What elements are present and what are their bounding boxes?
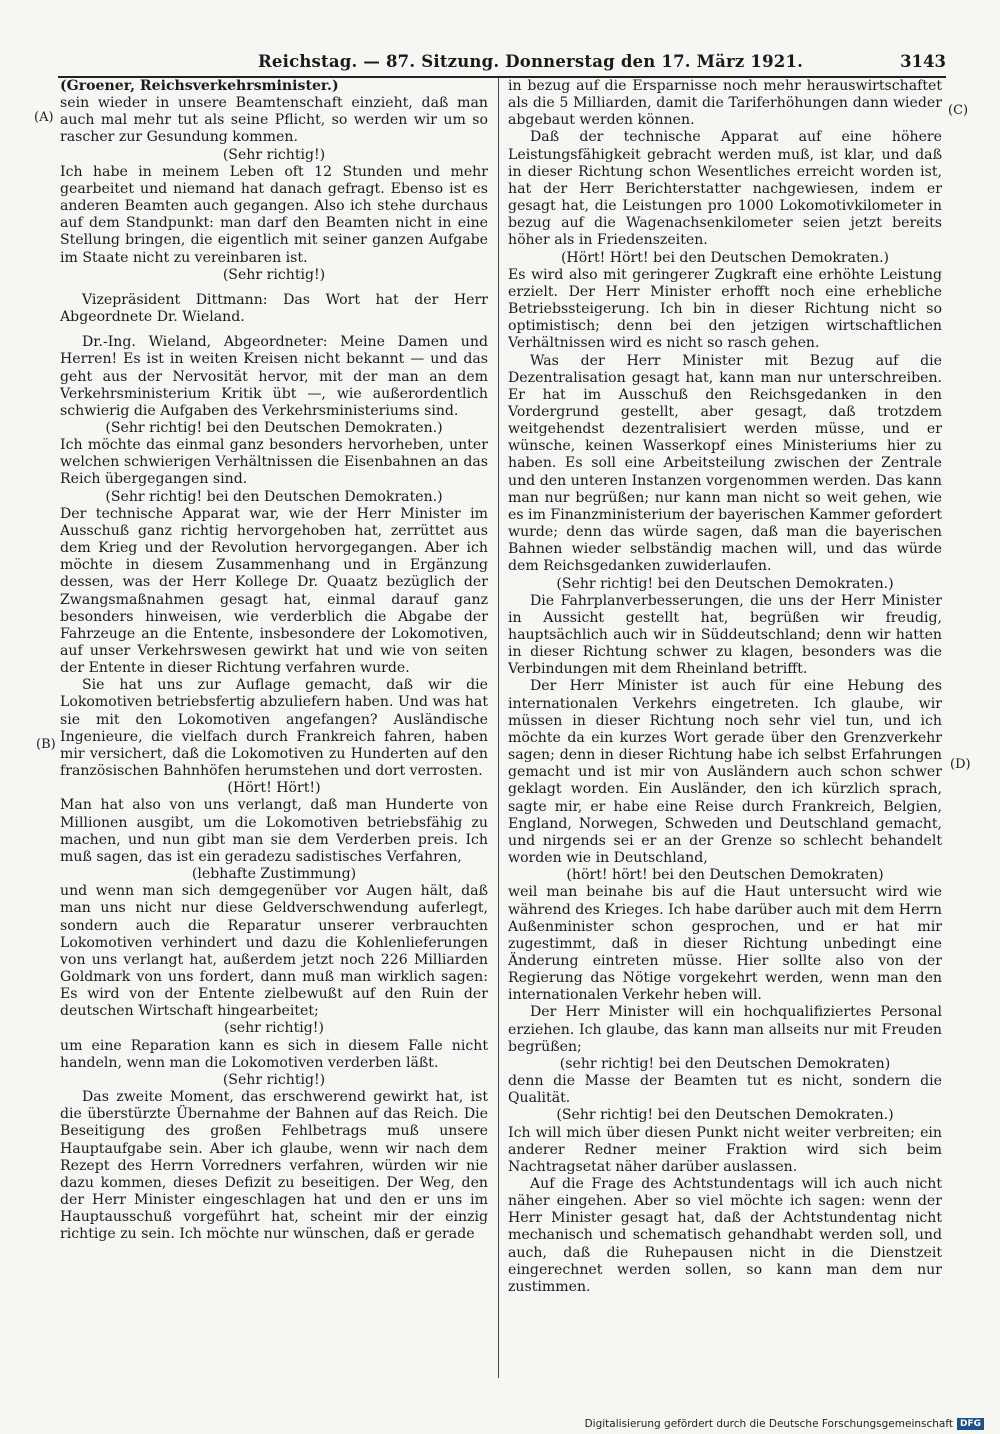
paragraph: Die Fahrplanverbesserungen, die uns der Herr Minister in Aussicht gestellt hat, begrüßen wir freudig, hauptsächlich auch wir in Süddeutschland; denn wir hatten in dieser Richtung schwer zu klagen, besonders was die Verbindungen mit dem Rheinland betrifft.: [508, 592, 942, 678]
paragraph: Daß der technische Apparat auf eine höhere Leistungsfähigkeit gebracht werden muß, ist klar, und daß in dieser Richtung schon Wesentliches erreicht worden ist, hat der Herr Berichterstatter nachgewiesen, indem er gesagt hat, die Leistungen pro 1000 Lokomotivkilometer in bezug auf die Wagenachsenkilometer seien jetzt bereits höher als in Friedenszeiten.: [508, 129, 942, 249]
paragraph: und wenn man sich demgegenüber vor Augen hält, daß man uns nicht nur diese Geldverschwendung auferlegt, sondern auch die Reparatur unserer verbrauchten Lokomotiven verhindert und dazu die Kohlenlieferungen von uns verlangt hat, außerdem jetzt noch 226 Milliarden Goldmark von uns fordert, dann muß man wirklich sagen: Es wird von der Entente zielbewußt auf den Ruin der deutschen Wirtschaft hingearbeitet;: [60, 883, 488, 1020]
left-column: [60, 78, 488, 1378]
paragraph: in bezug auf die Ersparnisse noch mehr herauswirtschaftet als die 5 Milliarden, damit die Tariferhöhungen dann wieder abgebaut werden können.: [508, 78, 942, 129]
interjection: (Sehr richtig! bei den Deutschen Demokraten.): [556, 1107, 894, 1124]
paragraph: denn die Masse der Beamten tut es nicht, sondern die Qualität.: [508, 1073, 942, 1107]
paragraph: Ich möchte das einmal ganz besonders hervorheben, unter welchen schwierigen Verhältnissen die Eisenbahnen an das Reich übergegangen sind.: [60, 437, 488, 488]
margin-mark-d: (D): [950, 757, 971, 772]
page-number: 3143: [900, 52, 946, 71]
digitization-footer: [585, 1418, 984, 1430]
margin-mark-b: (B): [36, 737, 56, 752]
page-header: [58, 50, 946, 78]
column-divider: [498, 78, 499, 1378]
paragraph: sein wieder in unsere Beamtenschaft einzieht, daß man auch mal mehr tut als seine Pflicht, so werden wir um so rascher zur Gesundung kommen.: [60, 95, 488, 146]
interjection: (hört! hört! bei den Deutschen Demokraten): [566, 867, 884, 884]
interjection: (lebhafte Zustimmung): [191, 866, 357, 883]
dfg-logo: DFG: [957, 1418, 984, 1430]
speaker-intro: Vizepräsident Dittmann: Das Wort hat der Herr Abgeordnete Dr. Wieland.: [60, 291, 488, 326]
margin-mark-c: (C): [948, 103, 969, 118]
paragraph: Der technische Apparat war, wie der Herr Minister im Ausschuß ganz richtig hervorgehoben hat, zerrüttet aus dem Krieg und der Revolution hervorgegangen. Aber ich möchte in diesem Zusammenhang und in Ergänzung dessen, was der Herr Kollege Dr. Quaatz bezüglich der Zwangsmaßnahmen gesagt hat, einmal darauf ganz besonders hinweisen, wie verderblich die Abgabe der Fahrzeuge an die Entente, insbesondere der Lokomotiven, auf unser Verkehrswesen gewirkt hat und wie von seiten der Entente in dieser Richtung verfahren wurde.: [60, 505, 488, 677]
paragraph: Ich will mich über diesen Punkt nicht weiter verbreiten; ein anderer Redner meiner Fraktion wird sich beim Nachtragsetat näher darüber auslassen.: [508, 1124, 942, 1175]
paragraph: Das zweite Moment, das erschwerend gewirkt hat, ist die überstürzte Übernahme der Bahnen auf das Reich. Die Beseitigung des großen Fehlbetrags muß unsere Hauptaufgabe sein. Aber ich glaube, wenn wir nach dem Rezept des Herrn Vorredners verfahren, würden wir nie dazu kommen, dieses Defizit zu beseitigen. Der Weg, den der Herr Minister eingeschlagen hat und den er uns im Hauptausschuß vorgeführt hat, scheint mir der einzig richtige zu sein. Ich möchte nur wünschen, daß er gerade: [60, 1089, 488, 1243]
paragraph: Es wird also mit geringerer Zugkraft eine erhöhte Leistung erzielt. Der Herr Minister erhofft noch eine erhebliche Betriebssteigerung. Ich bin in dieser Richtung nicht so optimistisch; denn bei den jetzigen wirtschaftlichen Verhältnissen wird es nicht so rasch gehen.: [508, 266, 942, 352]
interjection: (Sehr richtig! bei den Deutschen Demokraten.): [105, 488, 443, 505]
paragraph: um eine Reparation kann es sich in diesem Falle nicht handeln, wenn man die Lokomotiven verderben läßt.: [60, 1037, 488, 1071]
paragraph: Ich habe in meinem Leben oft 12 Stunden und mehr gearbeitet und niemand hat danach gefragt. Ebenso ist es anderen Beamten auch gegangen. Also ich stehe durchaus auf dem Standpunkt: man darf den Beamten nicht in eine Stellung bringen, die eigentlich mit seiner ganzen Aufgabe im Staate nicht zu vereinbaren ist.: [60, 163, 488, 266]
speaker-intro: Dr.-Ing. Wieland, Abgeordneter: Meine Damen und Herren! Es ist in weiten Kreisen nicht bekannt — und das geht aus der Nervosität hervor, mit der man an dem Verkehrsministerium Kritik übt —, wie außerordentlich schwierig die Aufgaben des Verkehrsministeriums sind.: [60, 334, 488, 419]
paragraph: Man hat also von uns verlangt, daß man Hunderte von Millionen ausgibt, um die Lokomotiven betriebsfähig zu machen, und nun gibt man sie dem Verderben preis. Ich muß sagen, das ist ein geradezu sadistisches Verfahren,: [60, 797, 488, 865]
paragraph: Was der Herr Minister mit Bezug auf die Dezentralisation gesagt hat, kann man nur unterschreiben. Er hat im Ausschuß den Reichsgedanken in den Vordergrund gestellt, aber gesagt, daß trotzdem weitgehendst dezentralisiert werden müsse, und er wünsche, keinen Wasserkopf eines Ministeriums hier zu haben. Es soll eine Arbeitsteilung zwischen der Zentrale und den unteren Instanzen vorgenommen werden. Das kann man nur begrüßen; nur kann man nicht so weit gehen, wie es im Finanzministerium der bayerischen Kammer gefordert wurde; denn das würde sagen, daß man die bayerischen Bahnen wieder selbständig machen will, und das würde dem Reichsgedanken zuwiderlaufen.: [508, 352, 942, 575]
page-header-title: Reichstag. — 87. Sitzung. Donnerstag den 17. März 1921.: [258, 52, 804, 71]
interjection: (Hört! Hört!): [227, 780, 321, 797]
paragraph: Der Herr Minister will ein hochqualifiziertes Personal erziehen. Ich glaube, das kann man allseits nur mit Freuden begrüßen;: [508, 1004, 942, 1055]
interjection: (Sehr richtig!): [222, 1071, 326, 1088]
paragraph: Der Herr Minister ist auch für eine Hebung des internationalen Verkehrs eingetreten. Ich glaube, wir müssen in dieser Richtung noch sehr viel tun, und ich möchte da ein kurzes Wort gerade über den Grenzverkehr sagen; denn in dieser Richtung habe ich selbst Erfahrungen gemacht und ist mir von Ausländern auch schon schwer geklagt worden. Ein Ausländer, den ich kürzlich sprach, sagte mir, er habe eine Reise durch Frankreich, Belgien, England, Norwegen, Schweden und Deutschland gemacht, und nirgends sei er an der Grenze so schlecht behandelt worden wie in Deutschland,: [508, 678, 942, 867]
paragraph: Auf die Frage des Achtstundentags will ich auch nicht näher eingehen. Aber so viel möchte ich sagen: wenn der Herr Minister gesagt hat, daß der Achtstundentag nicht mechanisch und schematisch gehandhabt werden soll, und auch, daß die Ruhepausen nicht in die Dienstzeit eingerechnet werden sollen, so kann man dem nur zustimmen.: [508, 1176, 942, 1295]
speaker-note: (Groener, Reichsverkehrsminister.): [60, 78, 339, 94]
paragraph: weil man beinahe bis auf die Haut untersucht wird wie während des Krieges. Ich habe darüber auch mit dem Herrn Außenminister schon gesprochen, und er hat mir zugestimmt, daß in dieser Richtung unbedingt eine Änderung eintreten müsse. Hier sollte also von der Regierung das Nötige vorgekehrt werden, wenn man den internationalen Verkehr heben will.: [508, 884, 942, 1004]
interjection: (Sehr richtig!): [222, 146, 326, 163]
interjection: (Sehr richtig!): [222, 266, 326, 283]
interjection: (sehr richtig!): [224, 1020, 324, 1037]
paragraph: Sie hat uns zur Auflage gemacht, daß wir die Lokomotiven betriebsfertig abzuliefern haben. Und was hat sie mit den Lokomotiven angefangen? Ausländische Ingenieure, die vielfach durch Frankreich fahren, haben mir versichert, daß die Lokomotiven zu Hunderten auf den französischen Bahnhöfen herumstehen und dort verrosten.: [60, 677, 488, 780]
margin-mark-a: (A): [34, 110, 54, 125]
interjection: (sehr richtig! bei den Deutschen Demokraten): [559, 1055, 891, 1072]
footer-text: Digitalisierung gefördert durch die Deutsche Forschungsgemeinschaft: [584, 1418, 953, 1430]
interjection: (Hört! Hört! bei den Deutschen Demokraten.): [560, 249, 890, 266]
right-column: [508, 78, 942, 1378]
interjection: (Sehr richtig! bei den Deutschen Demokraten.): [556, 575, 894, 592]
interjection: (Sehr richtig! bei den Deutschen Demokraten.): [105, 419, 443, 436]
